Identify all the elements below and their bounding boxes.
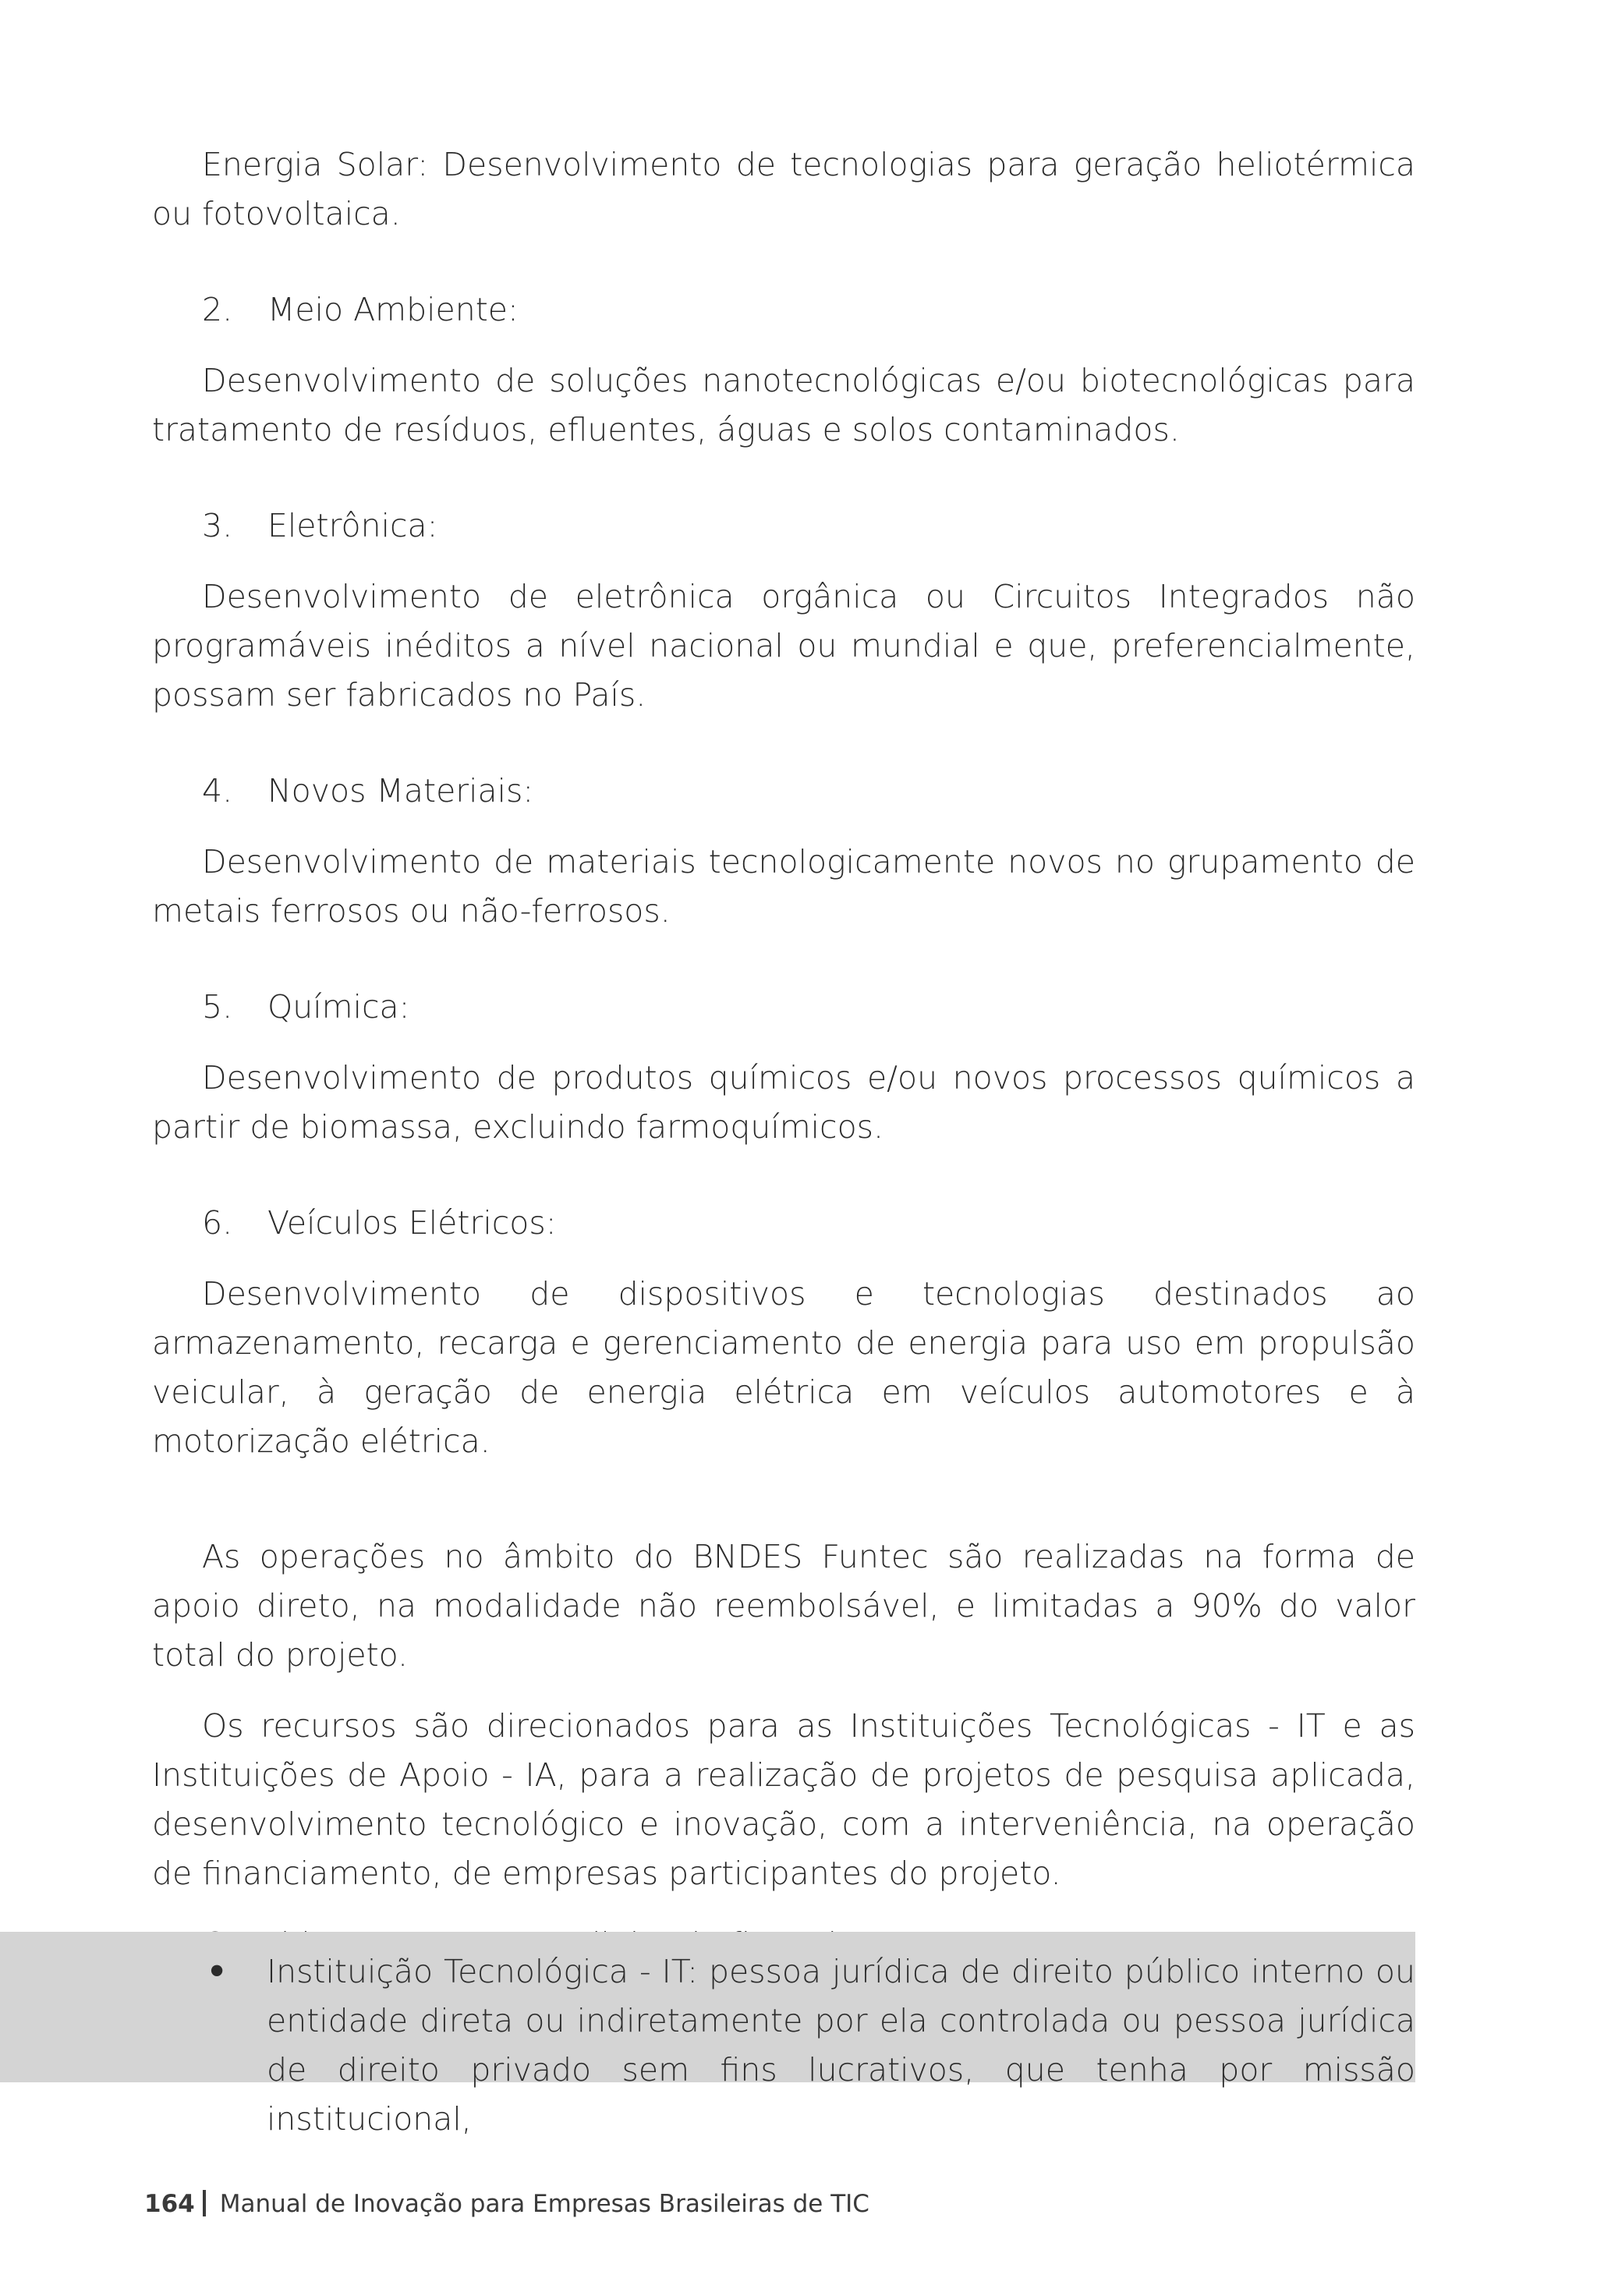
footer-title: Manual de Inovação para Empresas Brasileiras de TIC: [219, 2190, 869, 2218]
section-title: Meio Ambiente:: [267, 291, 519, 328]
section-body-eletronica: Desenvolvimento de eletrônica orgânica ou Circuitos Integrados não programáveis inéditos a nível nacional ou mundial e que, preferencialmente, possam ser fabricados no País.: [152, 578, 1415, 714]
bullet-list: [152, 1947, 1415, 2144]
bullet-icon: •: [207, 1953, 228, 1990]
section-heading-meio-ambiente: [152, 285, 1415, 335]
section-heading-eletronica: [152, 501, 1415, 551]
section-body-meio-ambiente: Desenvolvimento de soluções nanotecnológicas e/ou biotecnológicas para tratamento de resíduos, efluentes, águas e solos contaminados.: [152, 362, 1415, 448]
paragraph-solar: Energia Solar: Desenvolvimento de tecnologias para geração heliotérmica ou fotovoltaica.: [152, 146, 1415, 232]
section-number: 5.: [202, 988, 233, 1026]
section-number: 3.: [202, 507, 233, 544]
list-item: [152, 1947, 1415, 2144]
paragraph-resources: Os recursos são direcionados para as Instituições Tecnológicas - IT e as Instituições de Apoio - IA, para a realização de projetos de pesquisa aplicada, desenvolvimento tecnológico e inovação, com a interveniência, na operação de financiamento, de empresas participantes do projeto.: [152, 1707, 1415, 1892]
footer-separator: [203, 2190, 206, 2216]
section-title: Química:: [267, 988, 410, 1026]
page-number: 164: [144, 2190, 195, 2218]
section-body-quimica: Desenvolvimento de produtos químicos e/ou novos processos químicos a partir de biomassa, excluindo farmoquímicos.: [152, 1059, 1415, 1146]
bullet-text: Instituição Tecnológica - IT: pessoa jurídica de direito público interno ou entidade direta ou indiretamente por ela controlada ou pessoa jurídica de direito privado sem fins lucrativos, que tenha por missão institucional,: [267, 1953, 1415, 2138]
section-title: Veículos Elétricos:: [267, 1204, 557, 1242]
section-number: 2.: [202, 291, 233, 328]
section-title: Eletrônica:: [267, 507, 438, 544]
section-title: Novos Materiais:: [267, 772, 534, 810]
section-body-veiculos-eletricos: Desenvolvimento de dispositivos e tecnologias destinados ao armazenamento, recarga e gerenciamento de energia para uso em propulsão veicular, à geração de energia elétrica em veículos automotores e à motorização elétrica.: [152, 1275, 1415, 1460]
section-heading-quimica: [152, 983, 1415, 1032]
page-footer: [144, 2188, 869, 2220]
section-body-novos-materiais: Desenvolvimento de materiais tecnologicamente novos no grupamento de metais ferrosos ou não-ferrosos.: [152, 843, 1415, 930]
section-number: 6.: [202, 1204, 233, 1242]
section-number: 4.: [202, 772, 233, 810]
paragraph-funtec-operations: As operações no âmbito do BNDES Funtec são realizadas na forma de apoio direto, na modalidade não reembolsável, e limitadas a 90% do valor total do projeto.: [152, 1538, 1415, 1674]
main-text: [152, 140, 1415, 1969]
section-heading-veiculos-eletricos: [152, 1199, 1415, 1248]
section-heading-novos-materiais: [152, 767, 1415, 816]
